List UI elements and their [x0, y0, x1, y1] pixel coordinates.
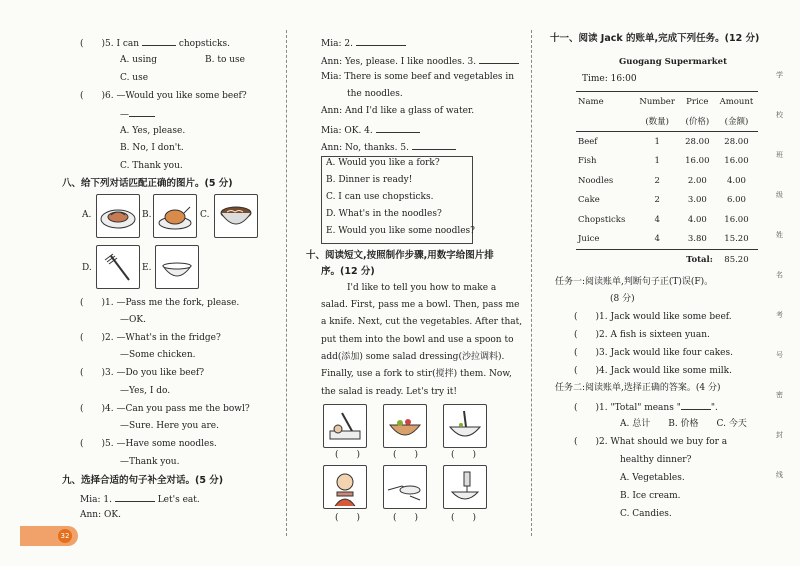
match-q3-reply: —Yes, I do. — [120, 386, 171, 396]
passage-line-7: the salad is ready. Let's try it! — [321, 387, 458, 397]
pic-label-d: D. — [82, 263, 92, 273]
stirring-salad-picture — [443, 404, 487, 448]
section-9-title: 九、选择合适的句子补全对话。(5 分) — [62, 475, 224, 486]
tf-q3: ( )3. Jack would like four cakes. — [574, 348, 733, 358]
girl-eating-picture — [323, 465, 367, 509]
dialog-ann-3: Ann: And I'd like a glass of water. — [321, 106, 475, 116]
q6-option-a[interactable]: A. Yes, please. — [120, 126, 186, 136]
mc-q1-end: ". — [710, 403, 718, 413]
match-q1: ( )1. —Pass me the fork, please. — [80, 298, 240, 308]
col-header-number: Number — [639, 96, 675, 107]
chicken-picture — [153, 194, 197, 238]
mia-1-text: Let's eat. — [157, 495, 200, 505]
option-c: C. I can use chopsticks. — [326, 192, 434, 202]
total-label: Total: — [686, 254, 713, 265]
q5-option-c[interactable]: C. use — [120, 73, 149, 83]
receipt-time: Time: 16:00 — [582, 74, 637, 84]
mc-q1-stem: ( )1. "Total" means " — [574, 403, 681, 413]
mc-q1 — [574, 401, 718, 414]
q6-dash: — — [120, 110, 129, 120]
match-q1-reply: —OK. — [120, 315, 146, 325]
task-1-title: 任务一:阅读账单,判断句子正(T)误(F)。 — [555, 277, 714, 287]
section-10-title: 十、阅读短文,按照制作步骤,用数字给图片排 — [306, 250, 494, 261]
passing-plate-picture — [383, 465, 427, 509]
table-row: Juice 4 3.80 15.20 — [576, 230, 758, 250]
option-b: B. Dinner is ready! — [326, 175, 413, 185]
order-blank-5[interactable]: ( ) — [393, 513, 419, 523]
mia-2-label: Mia: 2. — [321, 39, 353, 49]
ann-2-text: Ann: Yes, please. I like noodles. 3. — [321, 57, 477, 67]
receipt-table — [576, 91, 758, 270]
pic-label-b: B. — [142, 210, 152, 220]
passage-line-4: put them into the bowl and use a spoon to — [321, 335, 514, 345]
margin-char: 号 — [776, 351, 783, 359]
margin-char: 考 — [776, 311, 783, 319]
mc-q2-cont: healthy dinner? — [620, 455, 692, 465]
table-row: Noodles 2 2.00 4.00 — [578, 175, 746, 186]
match-q4: ( )4. —Can you pass me the bowl? — [80, 404, 250, 414]
mia-1-label: Mia: 1. — [80, 495, 112, 505]
page-number: 32 — [58, 529, 72, 543]
mc-q1-options[interactable]: A. 总计 B. 价格 C. 今天 — [620, 419, 747, 429]
bowl-of-salad-picture — [383, 404, 427, 448]
col-header-name: Name — [578, 96, 604, 107]
passage-line-3: a knife. Next, cut the vegetables. After that, — [321, 317, 523, 327]
mc-q2-option-b[interactable]: B. Ice cream. — [620, 491, 681, 501]
adding-dressing-picture — [443, 465, 487, 509]
mc-q2-option-a[interactable]: A. Vegetables. — [620, 473, 685, 483]
page-number-tab — [20, 526, 78, 546]
option-d: D. What's in the noodles? — [326, 209, 442, 219]
mc-q2-option-c[interactable]: C. Candies. — [620, 509, 672, 519]
dialog-blank-1[interactable] — [115, 493, 155, 502]
tf-q1: ( )1. Jack would like some beef. — [574, 312, 732, 322]
pic-label-e: E. — [142, 263, 152, 273]
q5-option-b[interactable]: B. to use — [205, 55, 245, 65]
option-a: A. Would you like a fork? — [326, 158, 440, 168]
q6-answer-line — [120, 108, 155, 121]
margin-char: 姓 — [776, 231, 783, 239]
q5-stem: ( )5. I can — [80, 39, 140, 49]
margin-char: 封 — [776, 431, 783, 439]
q5-suffix: chopsticks. — [178, 39, 230, 49]
table-row: Chopsticks 4 4.00 16.00 — [578, 214, 749, 225]
total-value: 85.20 — [724, 254, 749, 265]
dialog-mia-4 — [321, 124, 420, 137]
col-header-price: Price — [686, 96, 709, 107]
plate-of-food-picture — [96, 194, 140, 238]
dialog-blank-2[interactable] — [356, 37, 406, 46]
task-2-title: 任务二:阅读账单,选择正确的答案。(4 分) — [555, 383, 721, 393]
receipt-total-row — [576, 250, 758, 270]
cutting-vegetables-picture — [323, 404, 367, 448]
task-1-score: (8 分) — [610, 294, 635, 304]
receipt-header-row — [576, 92, 758, 112]
q6-stem: ( )6. —Would you like some beef? — [80, 91, 247, 101]
pic-label-a: A. — [82, 210, 92, 220]
tf-q4: ( )4. Jack would like some milk. — [574, 366, 732, 376]
dialog-mia-3: Mia: There is some beef and vegetables in — [321, 72, 515, 82]
dialog-ann-2 — [321, 55, 519, 68]
q5-blank[interactable] — [142, 37, 176, 46]
margin-char: 级 — [776, 191, 783, 199]
col-subheader-price: (价格) — [685, 117, 710, 128]
q5-line — [80, 37, 230, 50]
mc-q2: ( )2. What should we buy for a — [574, 437, 728, 447]
table-row: Beef 1 28.00 28.00 — [578, 136, 749, 147]
passage-line-6: Finally, use a fork to stir(搅拌) them. Now, — [321, 369, 512, 379]
dialog-mia-3-cont: the noodles. — [347, 89, 403, 99]
fork-picture — [96, 245, 140, 289]
order-blank-4[interactable]: ( ) — [335, 513, 361, 523]
dialog-blank-4[interactable] — [376, 124, 420, 133]
dialog-blank-5[interactable] — [412, 141, 456, 150]
match-q3: ( )3. —Do you like beef? — [80, 368, 205, 378]
match-q2-reply: —Some chicken. — [120, 350, 196, 360]
dialog-ann-5 — [321, 141, 456, 154]
q6-option-c[interactable]: C. Thank you. — [120, 161, 183, 171]
margin-char: 班 — [776, 151, 783, 159]
match-q4-reply: —Sure. Here you are. — [120, 421, 219, 431]
q5-option-a[interactable]: A. using — [120, 55, 158, 65]
noodle-bowl-picture — [214, 194, 258, 238]
match-q5-reply: —Thank you. — [120, 457, 180, 467]
order-blank-3[interactable]: ( ) — [451, 450, 477, 460]
table-row: Cake 2 3.00 6.00 — [578, 195, 746, 206]
tf-q2: ( )2. A fish is sixteen yuan. — [574, 330, 710, 340]
col-subheader-amount: (金额) — [724, 117, 749, 128]
pic-label-c: C. — [200, 210, 210, 220]
passage-line-2: salad. First, pass me a bowl. Then, pass me — [321, 300, 520, 310]
dialog-ann-1: Ann: OK. — [80, 510, 121, 520]
bowl-picture — [155, 245, 199, 289]
col-header-amount: Amount — [719, 96, 754, 107]
margin-char: 密 — [776, 391, 783, 399]
q6-option-b[interactable]: B. No, I don't. — [120, 143, 184, 153]
dialog-mia-2 — [321, 37, 406, 50]
receipt-subheader-row — [576, 112, 758, 132]
ann-5-label: Ann: No, thanks. 5. — [321, 143, 409, 153]
passage-line-1: I'd like to tell you how to make a — [347, 283, 497, 293]
col-subheader-number: (数量) — [645, 117, 669, 128]
match-q5: ( )5. —Have some noodles. — [80, 439, 217, 449]
column-divider-2 — [531, 30, 532, 536]
match-q2: ( )2. —What's in the fridge? — [80, 333, 221, 343]
order-blank-6[interactable]: ( ) — [451, 513, 477, 523]
dialog-blank-3[interactable] — [479, 55, 519, 64]
option-e: E. Would you like some noodles? — [326, 226, 476, 236]
column-divider-1 — [286, 30, 287, 536]
mc-q1-blank[interactable] — [681, 401, 711, 410]
section-8-title: 八、给下列对话匹配正确的图片。(5 分) — [62, 178, 233, 189]
store-name: Guogang Supermarket — [619, 57, 727, 67]
margin-char: 线 — [776, 471, 783, 479]
order-blank-2[interactable]: ( ) — [393, 450, 419, 460]
section-10-title-cont: 序。(12 分) — [321, 266, 375, 277]
passage-line-5: add(添加) some salad dressing(沙拉调料). — [321, 352, 505, 362]
mia-4-label: Mia: OK. 4. — [321, 126, 373, 136]
margin-char: 名 — [776, 271, 783, 279]
section-11-title: 十一、阅读 Jack 的账单,完成下列任务。(12 分) — [550, 33, 760, 44]
q6-blank[interactable] — [129, 108, 155, 117]
margin-char: 学 — [776, 71, 783, 79]
order-blank-1[interactable]: ( ) — [335, 450, 361, 460]
table-row: Fish 1 16.00 16.00 — [578, 156, 749, 167]
dialog-mia-1 — [80, 493, 200, 506]
margin-char: 校 — [776, 111, 783, 119]
